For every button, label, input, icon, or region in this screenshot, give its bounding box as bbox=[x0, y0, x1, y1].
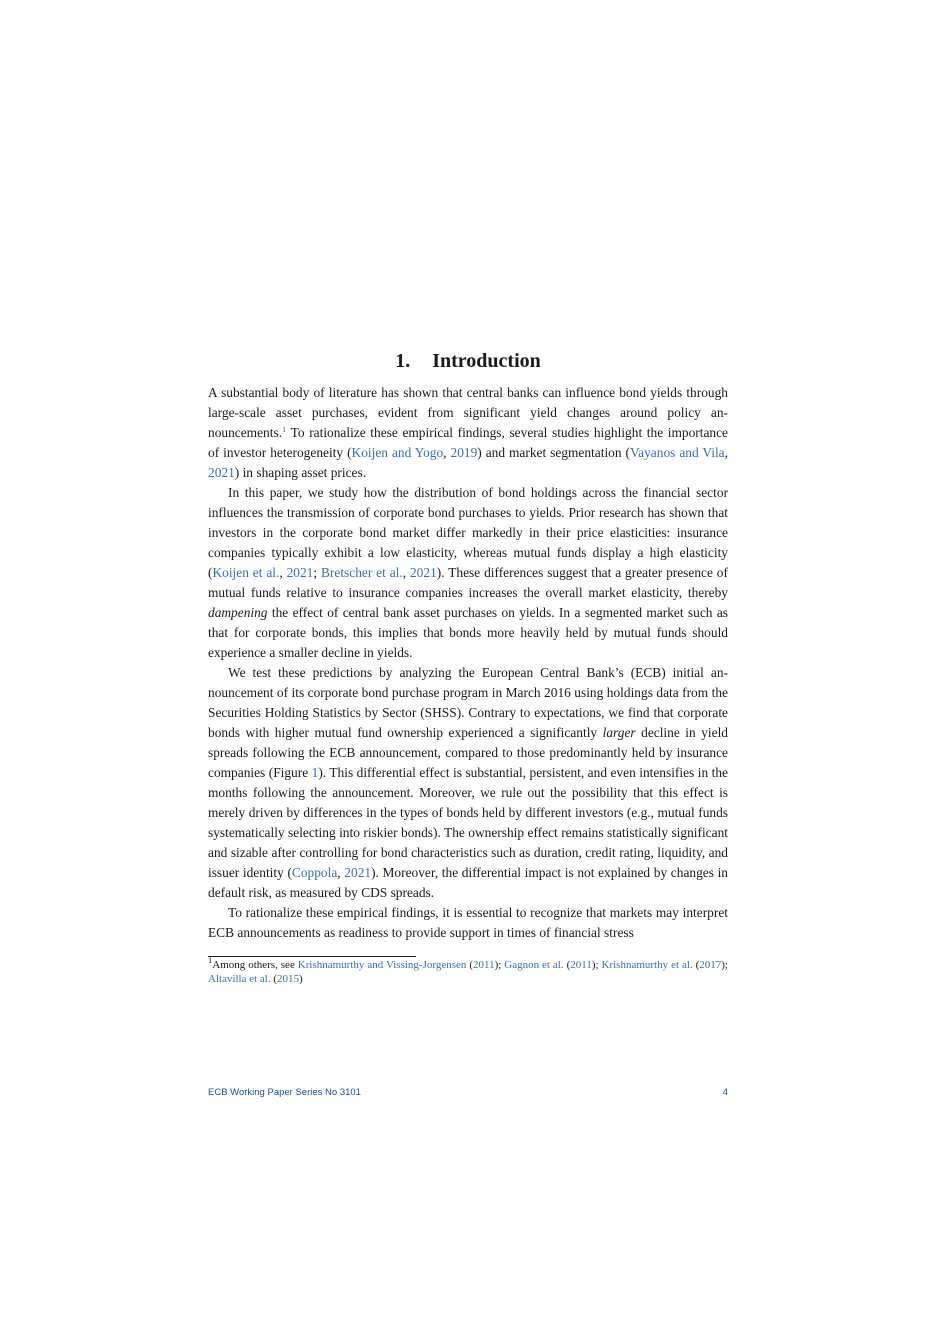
emphasis-dampening: dampening bbox=[208, 605, 268, 620]
figure-ref-1[interactable]: 1 bbox=[311, 765, 319, 780]
footnote-1: $^1$Among others, see Krishnamurthy and Vissing-Jorgensen (2011); Gagnon et al. (2011); Krishnamurthy et al. (2017); Altavilla et al. (2015) bbox=[208, 955, 728, 985]
ref-krishnamurthy-et-al-year[interactable]: 2017 bbox=[699, 959, 722, 971]
ref-krishnamurthy-vissing-jorgensen-year[interactable]: 2011 bbox=[473, 959, 495, 971]
citation-koijen-yogo-year[interactable]: 2019 bbox=[450, 445, 478, 460]
citation-bretscher-et-al-year[interactable]: 2021 bbox=[409, 565, 437, 580]
footer-series: ECB Working Paper Series No 3101 bbox=[208, 1087, 361, 1098]
emphasis-larger: larger bbox=[602, 725, 636, 740]
citation-vayanos-vila-year[interactable]: 2021 bbox=[208, 465, 235, 480]
citation-koijen-et-al-year[interactable]: 2021 bbox=[286, 565, 314, 580]
citation-coppola-year[interactable]: 2021 bbox=[344, 865, 372, 880]
paragraph-4: To rationalize these empirical findings, it is essential to recognize that markets may interpret ECB announcements as readiness to provide support in times of financial stress bbox=[208, 905, 728, 940]
citation-koijen-et-al[interactable]: Koijen et al. bbox=[212, 565, 280, 580]
paragraph-1: A substantial body of literature has shown that central banks can influence bond yields through large-scale asset purchases, evident from significant yield changes around policy announcements.$^1$ To rationalize these empirical findings, several studies highlight the importance of investor heterogeneity (Koijen and Yogo, 2019) and market segmentation (Vayanos and Vila, 2021) in shaping asset prices. bbox=[208, 385, 728, 480]
section-heading bbox=[208, 347, 728, 375]
section-number: 1. bbox=[395, 350, 411, 372]
ref-krishnamurthy-et-al[interactable]: Krishnamurthy et al. bbox=[601, 959, 693, 971]
citation-coppola[interactable]: Coppola bbox=[291, 865, 338, 880]
paragraph-3: We test these predictions by analyzing the European Central Bank’s (ECB) initial announcement of its corporate bond purchase program in March 2016 using holdings data from the Securities Holding Statistics by Sector (SHSS). Contrary to expectations, we find that corporate bonds with higher mutual fund ownership experienced a significantly larger decline in yield spreads following the ECB announcement, compared to those predominantly held by insurance companies (Figure 1). This differential effect is substantial, persistent, and even intensifies in the months following the announcement. Moreover, we rule out the possibility that this effect is merely driven by differences in the types of bonds held by different investors (e.g., mutual funds systematically selecting into riskier bonds). The ownership effect remains statistically significant and sizable after controlling for bond characteristics such as duration, credit rating, liquidity, and issuer identity (Coppola, 2021). Moreover, the differential impact is not explained by changes in default risk, as measured by CDS spreads. bbox=[208, 665, 728, 900]
ref-krishnamurthy-vissing-jorgensen[interactable]: Krishnamurthy and Vissing-Jorgensen bbox=[297, 959, 467, 971]
citation-koijen-yogo[interactable]: Koijen and Yogo bbox=[351, 445, 444, 460]
ref-gagnon-et-al-year[interactable]: 2011 bbox=[570, 959, 592, 971]
ref-gagnon-et-al[interactable]: Gagnon et al. bbox=[504, 959, 564, 971]
footnote-ref-1[interactable]: 1 bbox=[282, 424, 287, 434]
footnote-mark: 1 bbox=[208, 955, 213, 965]
citation-bretscher-et-al[interactable]: Bretscher et al. bbox=[320, 565, 403, 580]
ref-altavilla-et-al-year[interactable]: 2015 bbox=[277, 973, 300, 985]
ref-altavilla-et-al[interactable]: Altavilla et al. bbox=[208, 973, 271, 985]
footer-page-number: 4 bbox=[722, 1087, 728, 1098]
section-title: Introduction bbox=[432, 350, 541, 372]
citation-vayanos-vila[interactable]: Vayanos and Vila bbox=[629, 445, 725, 460]
paragraph-2: In this paper, we study how the distribution of bond holdings across the financial sector influences the transmission of corporate bond purchases to yields. Prior research has shown that investors in the corporate bond market differ markedly in their price elasticities: insurance companies typically exhibit a low elasticity, whereas mutual funds display a high elasticity (Koijen et al., 2021; Bretscher et al., 2021). These differences suggest that a greater presence of mutual funds relative to insurance companies increases the overall market elasticity, thereby dampening the effect of central bank asset purchases on yields. In a segmented market such as that for corporate bonds, this implies that bonds more heavily held by mutual funds should experience a smaller decline in yields. bbox=[208, 485, 728, 660]
footnote-rule bbox=[208, 956, 416, 957]
body-text bbox=[208, 383, 728, 943]
